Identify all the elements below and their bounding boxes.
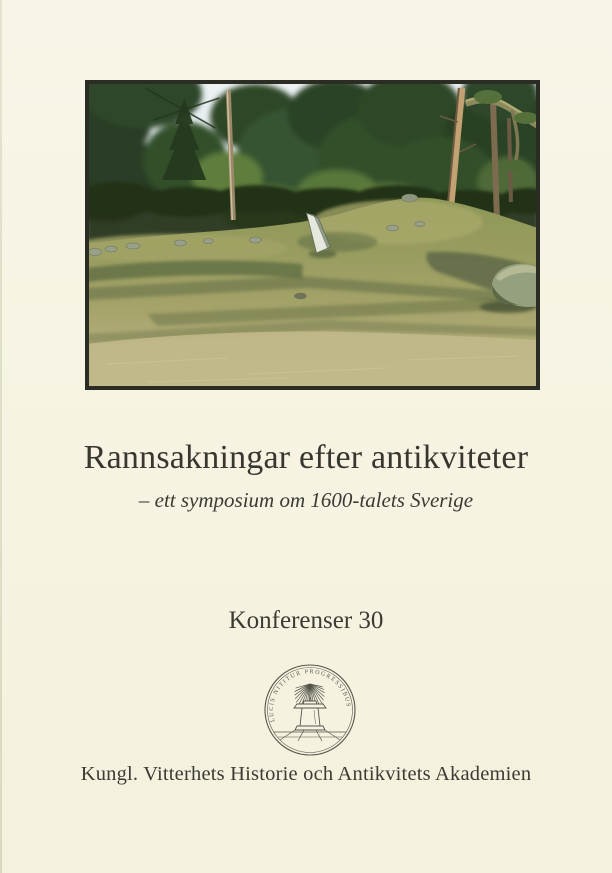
seal-floor	[274, 730, 346, 741]
series-label: Konferenser 30	[228, 607, 384, 634]
academy-seal	[262, 662, 358, 758]
foreground-grass	[87, 332, 538, 389]
book-title: Rannsakningar efter antikviteter	[83, 439, 529, 476]
seal-motto-text: LUCIS NITITUR PROGRESSIBUS	[268, 669, 351, 723]
academy-seal-art	[262, 662, 358, 758]
cover-photo	[87, 82, 538, 388]
scan-edge	[0, 0, 2, 873]
grave-field-photo-art	[87, 82, 538, 388]
publisher-line: Kungl. Vitterhets Historie och Antikvitets Akademien	[80, 763, 532, 785]
book-subtitle: – ett symposium om 1600-talets Sverige	[138, 488, 474, 512]
